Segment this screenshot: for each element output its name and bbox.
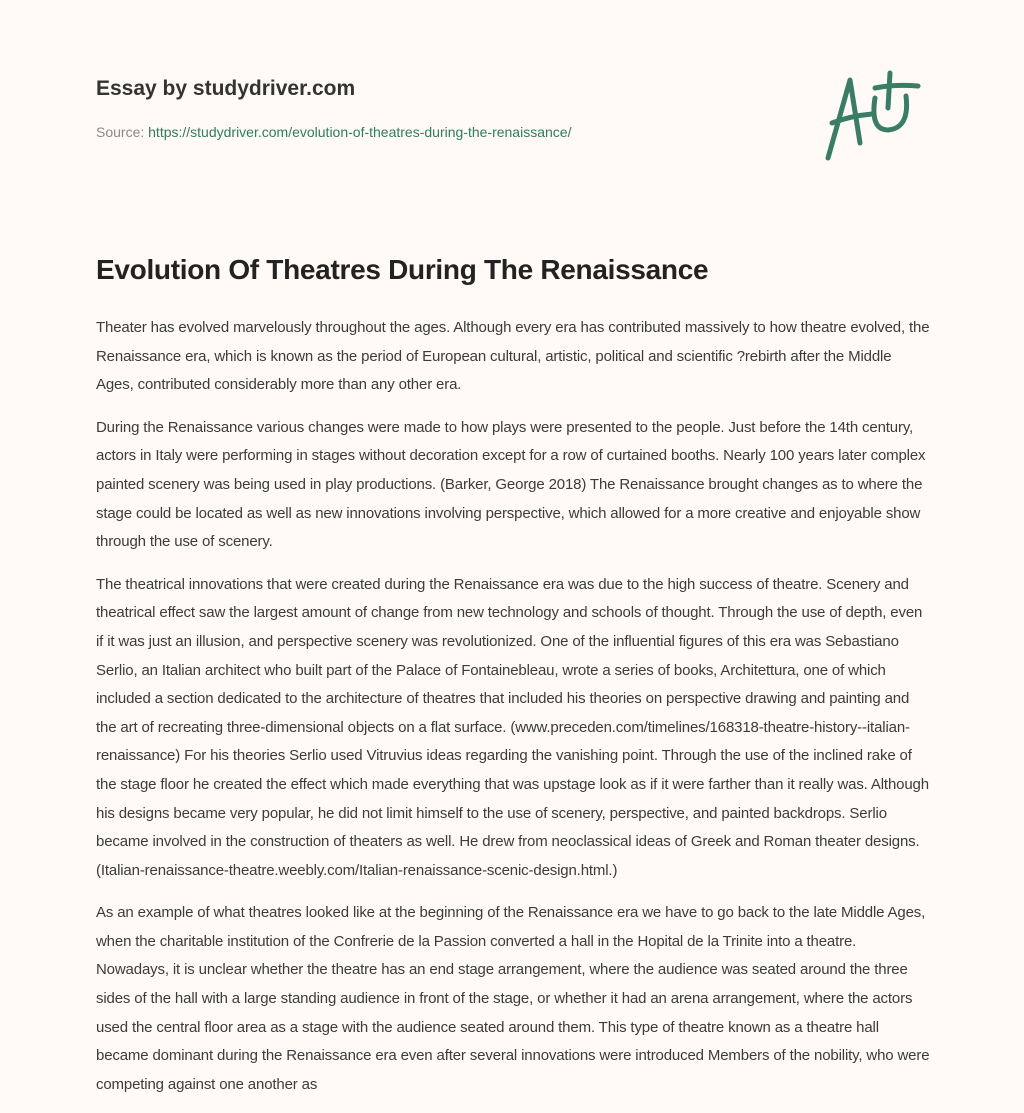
source-line — [96, 124, 571, 140]
site-brand: Essay by studydriver.com — [96, 77, 356, 100]
paragraph: Theater has evolved marvelously throughout the ages. Although every era has contributed massively to how theatre evolved, the Renaissance era, which is known as the period of European cultural, artistic, political and scientific ?rebirth after the Middle Ages, contributed considerably more than any other era. — [96, 319, 930, 394]
article-title: Evolution Of Theatres During The Renaissance — [96, 254, 709, 285]
paragraph: As an example of what theatres looked like at the beginning of the Renaissance era we have to go back to the late Middle Ages, when the charitable institution of the Confrerie de la Passion converted a hall in the Hopital de la Trinite into a theatre. Nowadays, it is unclear whether the theatre has an end stage arrangement, where the audience was seated around the three sides of the hall with a large standing audience in front of the stage, or whether it had an arena arrangement, where the actors used the central floor area as a stage with the audience seated around them. This type of theatre known as a theatre hall became dominant during the Renaissance era even after several innovations were introduced Members of the nobility, who were competing against one another as — [96, 904, 930, 1093]
source-label: Source: — [96, 124, 145, 140]
paragraph: During the Renaissance various changes were made to how plays were presented to the people. Just before the 14th century, actors in Italy were performing in stages without decoration except for a row of curtained booths. Nearly 100 years later complex painted scenery was being used in play productions. (Barker, George 2018) The Renaissance brought changes as to where the stage could be located as well as new innovations involving perspective, which allowed for a more creative and enjoyable show through the use of scenery. — [96, 418, 926, 551]
article-body — [96, 314, 932, 1113]
source-link[interactable]: https://studydriver.com/evolution-of-theatres-during-the-renaissance/ — [148, 124, 572, 140]
paragraph: The theatrical innovations that were created during the Renaissance era was due to the high success of theatre. Scenery and theatrical effect saw the largest amount of change from new technology and schools of thought. Through the use of depth, even if it was just an illusion, and perspective scenery was revolutionized. One of the influential figures of this era was Sebastiano Serlio, an Italian architect who built part of the Palace of Fontainebleau, wrote a series of books, Architettura, one of which included a section dedicated to the architecture of theatres that included his theories on perspective drawing and painting and the art of recreating three-dimensional objects on a flat surface. (www.preceden.com/timelines/168318-theatre-history--italian-renaissance) For his theories Serlio used Vitruvius ideas regarding the vanishing point. Through the use of the inclined rake of the stage floor he created the effect which made everything that was upstage look as if it were farther than it really was. Although his designs became very popular, he did not limit himself to the use of scenery, perspective, and painted backdrops. Serlio became involved in the construction of theaters as well. He drew from neoclassical ideas of Greek and Roman theater designs. (Italian-renaissance-theatre.weebly.com/Italian-renaissance-scenic-design.html.) — [96, 575, 929, 879]
a-plus-logo — [820, 68, 930, 168]
